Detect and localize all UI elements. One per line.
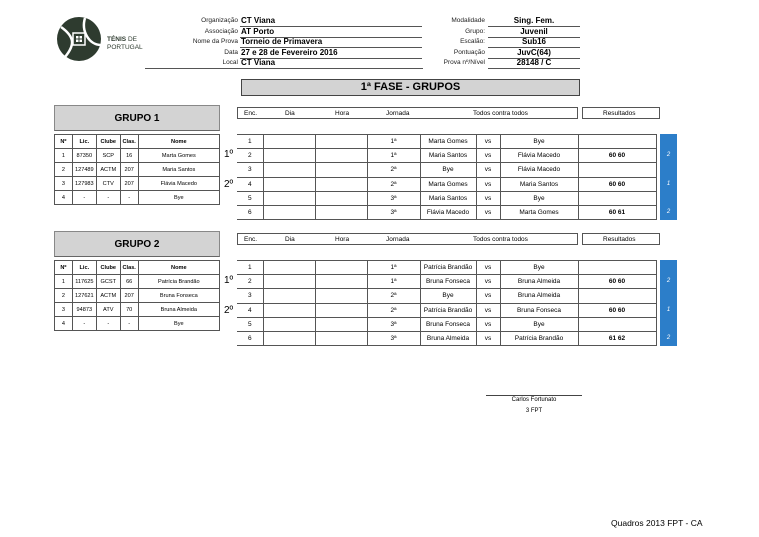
players-header-row <box>55 135 220 149</box>
vs-label: vs <box>476 149 500 163</box>
match-day <box>263 303 315 317</box>
player-cell: ACTM <box>96 163 120 177</box>
winner-number <box>660 162 677 176</box>
info-label: Escalão: <box>460 38 485 45</box>
footer-note: Quadros 2013 FPT - CA <box>611 518 703 528</box>
vs-label: vs <box>476 135 500 149</box>
player-cell: Bye <box>138 317 219 331</box>
player-cell: 66 <box>120 275 138 289</box>
player-row <box>55 289 220 303</box>
info-label: Organização <box>201 17 238 24</box>
match-time <box>315 135 367 149</box>
player-cell: - <box>72 317 96 331</box>
player-cell: - <box>120 191 138 205</box>
player-a: Marta Gomes <box>420 177 476 191</box>
referee-role: 3 FPT <box>525 408 543 414</box>
player-a: Patrícia Brandão <box>420 303 476 317</box>
info-label: Pontuação <box>453 48 485 56</box>
group-title: GRUPO 1 <box>54 105 220 131</box>
info-label: Modalidade <box>451 17 485 24</box>
player-a: Bye <box>420 163 476 177</box>
match-row <box>237 135 656 149</box>
logo-word-portugal: PORTUGAL <box>107 44 143 51</box>
player-cell: 2 <box>55 289 73 303</box>
match-row <box>237 331 656 345</box>
player-cell: 207 <box>120 163 138 177</box>
column-header: Clube <box>96 261 120 275</box>
column-header: Nome <box>138 135 219 149</box>
match-result <box>578 135 656 149</box>
player-cell: 3 <box>55 177 73 191</box>
player-cell: 70 <box>120 303 138 317</box>
winner-number: 1 <box>666 306 671 313</box>
player-cell: ATV <box>96 303 120 317</box>
winner-number: 2 <box>666 334 671 341</box>
info-label: Data <box>224 48 238 56</box>
matches-table <box>237 260 657 346</box>
match-result: 60 60 <box>578 177 656 191</box>
players-table <box>54 134 220 205</box>
match-day <box>263 205 315 219</box>
info-label: Nome da Prova <box>192 38 238 45</box>
player-a: Marta Gomes <box>420 135 476 149</box>
player-cell: - <box>96 317 120 331</box>
match-number: 6 <box>237 205 263 219</box>
info-label: Prova nº/Nível <box>443 59 485 66</box>
player-a: Bruna Fonseca <box>420 275 476 289</box>
match-round: 2ª <box>367 163 420 177</box>
match-row <box>237 205 656 219</box>
match-day <box>263 261 315 275</box>
player-cell: - <box>120 317 138 331</box>
player-cell: - <box>96 191 120 205</box>
match-round: 3ª <box>367 317 420 331</box>
winner-number: 1 <box>666 180 671 187</box>
info-value: CT Viana <box>241 16 276 25</box>
player-a: Patrícia Brandão <box>420 261 476 275</box>
position-mark: 1º <box>224 275 234 286</box>
player-cell: 87350 <box>72 149 96 163</box>
player-cell: Bruna Almeida <box>138 303 219 317</box>
player-cell: 127489 <box>72 163 96 177</box>
player-cell: Maria Santos <box>138 163 219 177</box>
match-result: 60 60 <box>578 149 656 163</box>
vs-label: vs <box>476 163 500 177</box>
player-b: Marta Gomes <box>500 205 578 219</box>
match-row <box>237 149 656 163</box>
player-row <box>55 191 220 205</box>
header-hora: Hora <box>335 236 350 243</box>
player-cell: 1 <box>55 149 73 163</box>
match-day <box>263 191 315 205</box>
player-b: Bruna Almeida <box>500 275 578 289</box>
player-a: Maria Santos <box>420 149 476 163</box>
match-time <box>315 317 367 331</box>
winner-number <box>660 317 677 331</box>
info-value: Juvenil <box>520 26 548 36</box>
match-day <box>263 289 315 303</box>
header-jornada: Jornada <box>386 236 410 243</box>
match-number: 2 <box>237 149 263 163</box>
player-cell: Flávia Macedo <box>138 177 219 191</box>
match-number: 4 <box>237 303 263 317</box>
match-result <box>578 261 656 275</box>
match-round: 1ª <box>367 135 420 149</box>
player-b: Bye <box>500 135 578 149</box>
player-b: Bye <box>500 191 578 205</box>
match-number: 2 <box>237 275 263 289</box>
vs-label: vs <box>476 275 500 289</box>
header-hora: Hora <box>335 110 350 117</box>
match-round: 2ª <box>367 303 420 317</box>
match-time <box>315 303 367 317</box>
matches-table <box>237 134 657 220</box>
header-todos: Todos contra todos <box>473 236 528 243</box>
vs-label: vs <box>476 261 500 275</box>
header-enc: Enc. <box>244 236 258 243</box>
column-header: Lic. <box>72 261 96 275</box>
header-dia: Dia <box>285 110 295 117</box>
player-cell: 127621 <box>72 289 96 303</box>
position-mark: 2º <box>224 305 234 316</box>
match-time <box>315 149 367 163</box>
winner-number <box>660 191 677 205</box>
match-row <box>237 177 656 191</box>
player-cell: 207 <box>120 177 138 191</box>
player-cell: 2 <box>55 163 73 177</box>
schedule-header-left <box>237 233 578 245</box>
match-day <box>263 331 315 345</box>
header-enc: Enc. <box>244 110 258 117</box>
player-b: Patrícia Brandão <box>500 331 578 345</box>
header-dia: Dia <box>285 236 295 243</box>
schedule-header-left <box>237 107 578 119</box>
tennis-ball-icon <box>55 15 103 63</box>
match-day <box>263 163 315 177</box>
info-value: CT Viana <box>241 58 276 67</box>
logo-word-de: DE <box>127 36 137 43</box>
winner-number: 2 <box>666 152 671 159</box>
player-cell: Bruna Fonseca <box>138 289 219 303</box>
player-b: Bruna Almeida <box>500 289 578 303</box>
match-time <box>315 163 367 177</box>
winner-number: 2 <box>666 208 671 215</box>
match-result: 60 61 <box>578 205 656 219</box>
match-result <box>578 163 656 177</box>
column-header: Nº <box>55 135 73 149</box>
player-row <box>55 177 220 191</box>
player-b: Bye <box>500 317 578 331</box>
player-cell: 16 <box>120 149 138 163</box>
player-b: Maria Santos <box>500 177 578 191</box>
column-header: Clube <box>96 135 120 149</box>
vs-label: vs <box>476 191 500 205</box>
match-number: 3 <box>237 163 263 177</box>
match-round: 3ª <box>367 331 420 345</box>
match-result <box>578 289 656 303</box>
info-label: Local <box>222 59 238 66</box>
match-number: 3 <box>237 289 263 303</box>
vs-label: vs <box>476 317 500 331</box>
info-label: Associação <box>204 27 238 35</box>
info-value: 28148 / C <box>516 58 552 67</box>
player-cell: SCP <box>96 149 120 163</box>
match-round: 1ª <box>367 261 420 275</box>
match-row <box>237 317 656 331</box>
player-cell: 127983 <box>72 177 96 191</box>
column-header: Clas. <box>120 261 138 275</box>
match-result <box>578 317 656 331</box>
player-b: Bruna Fonseca <box>500 303 578 317</box>
schedule-header-results <box>582 107 660 119</box>
match-day <box>263 177 315 191</box>
player-cell: 94873 <box>72 303 96 317</box>
logo-word-tenis: TÉNIS <box>107 36 127 43</box>
player-a: Maria Santos <box>420 191 476 205</box>
player-cell: 117625 <box>72 275 96 289</box>
vs-label: vs <box>476 331 500 345</box>
column-header: Lic. <box>72 135 96 149</box>
player-cell: GCST <box>96 275 120 289</box>
match-time <box>315 261 367 275</box>
referee-name: Carlos Fortunato <box>511 397 557 403</box>
player-b: Bye <box>500 261 578 275</box>
player-row <box>55 149 220 163</box>
player-b: Flávia Macedo <box>500 149 578 163</box>
player-cell: Patrícia Brandão <box>138 275 219 289</box>
header-divider <box>145 68 423 69</box>
winner-number <box>660 260 677 274</box>
match-row <box>237 303 656 317</box>
player-row <box>55 163 220 177</box>
winner-number <box>660 134 677 148</box>
match-time <box>315 191 367 205</box>
player-cell: - <box>72 191 96 205</box>
header-resultados: Resultados <box>603 110 636 117</box>
match-number: 6 <box>237 331 263 345</box>
info-value: 27 e 28 de Fevereiro 2016 <box>241 47 338 57</box>
match-row <box>237 163 656 177</box>
match-result: 61 62 <box>578 331 656 345</box>
match-number: 1 <box>237 135 263 149</box>
player-cell: 1 <box>55 275 73 289</box>
match-row <box>237 289 656 303</box>
info-value: Torneio de Primavera <box>241 37 323 46</box>
player-cell: 4 <box>55 191 73 205</box>
match-row <box>237 261 656 275</box>
player-a: Bruna Almeida <box>420 331 476 345</box>
info-label: Grupo: <box>465 27 485 35</box>
player-cell: Bye <box>138 191 219 205</box>
match-round: 2ª <box>367 289 420 303</box>
player-cell: CTV <box>96 177 120 191</box>
vs-label: vs <box>476 303 500 317</box>
match-result: 60 60 <box>578 303 656 317</box>
match-number: 5 <box>237 191 263 205</box>
info-value: Sub16 <box>521 37 546 46</box>
position-mark: 2º <box>224 179 234 190</box>
info-value: JuvC(64) <box>517 47 551 57</box>
match-time <box>315 289 367 303</box>
player-a: Bye <box>420 289 476 303</box>
signature-line <box>486 395 582 396</box>
tenis-de-portugal-logo <box>55 15 155 65</box>
header-jornada: Jornada <box>386 110 410 117</box>
players-header-row <box>55 261 220 275</box>
player-cell: 4 <box>55 317 73 331</box>
match-time <box>315 331 367 345</box>
match-time <box>315 205 367 219</box>
match-round: 1ª <box>367 275 420 289</box>
match-day <box>263 149 315 163</box>
vs-label: vs <box>476 205 500 219</box>
column-header: Nº <box>55 261 73 275</box>
player-b: Flávia Macedo <box>500 163 578 177</box>
winner-strip <box>660 260 677 346</box>
vs-label: vs <box>476 177 500 191</box>
player-row <box>55 317 220 331</box>
player-row <box>55 303 220 317</box>
schedule-header-results <box>582 233 660 245</box>
match-number: 4 <box>237 177 263 191</box>
winner-strip <box>660 134 677 220</box>
players-table <box>54 260 220 331</box>
info-value: AT Porto <box>241 26 275 36</box>
column-header: Clas. <box>120 135 138 149</box>
match-round: 3ª <box>367 205 420 219</box>
match-round: 1ª <box>367 149 420 163</box>
match-time <box>315 275 367 289</box>
match-number: 5 <box>237 317 263 331</box>
match-round: 3ª <box>367 191 420 205</box>
header-resultados: Resultados <box>603 236 636 243</box>
header-todos: Todos contra todos <box>473 110 528 117</box>
group-title: GRUPO 2 <box>54 231 220 257</box>
match-result: 60 60 <box>578 275 656 289</box>
vs-label: vs <box>476 289 500 303</box>
position-mark: 1º <box>224 149 234 160</box>
match-day <box>263 317 315 331</box>
column-header: Nome <box>138 261 219 275</box>
player-cell: 3 <box>55 303 73 317</box>
player-cell: Marta Gomes <box>138 149 219 163</box>
player-cell: ACTM <box>96 289 120 303</box>
match-row <box>237 191 656 205</box>
phase-title: 1ª FASE - GRUPOS <box>241 79 580 96</box>
player-a: Flávia Macedo <box>420 205 476 219</box>
player-row <box>55 275 220 289</box>
match-row <box>237 275 656 289</box>
info-value: Sing. Fem. <box>513 16 555 25</box>
match-round: 2ª <box>367 177 420 191</box>
match-number: 1 <box>237 261 263 275</box>
match-result <box>578 191 656 205</box>
match-day <box>263 275 315 289</box>
winner-number: 2 <box>666 278 671 285</box>
match-day <box>263 135 315 149</box>
match-time <box>315 177 367 191</box>
player-cell: 207 <box>120 289 138 303</box>
winner-number <box>660 288 677 302</box>
player-a: Bruna Fonseca <box>420 317 476 331</box>
info-underline <box>488 68 580 69</box>
